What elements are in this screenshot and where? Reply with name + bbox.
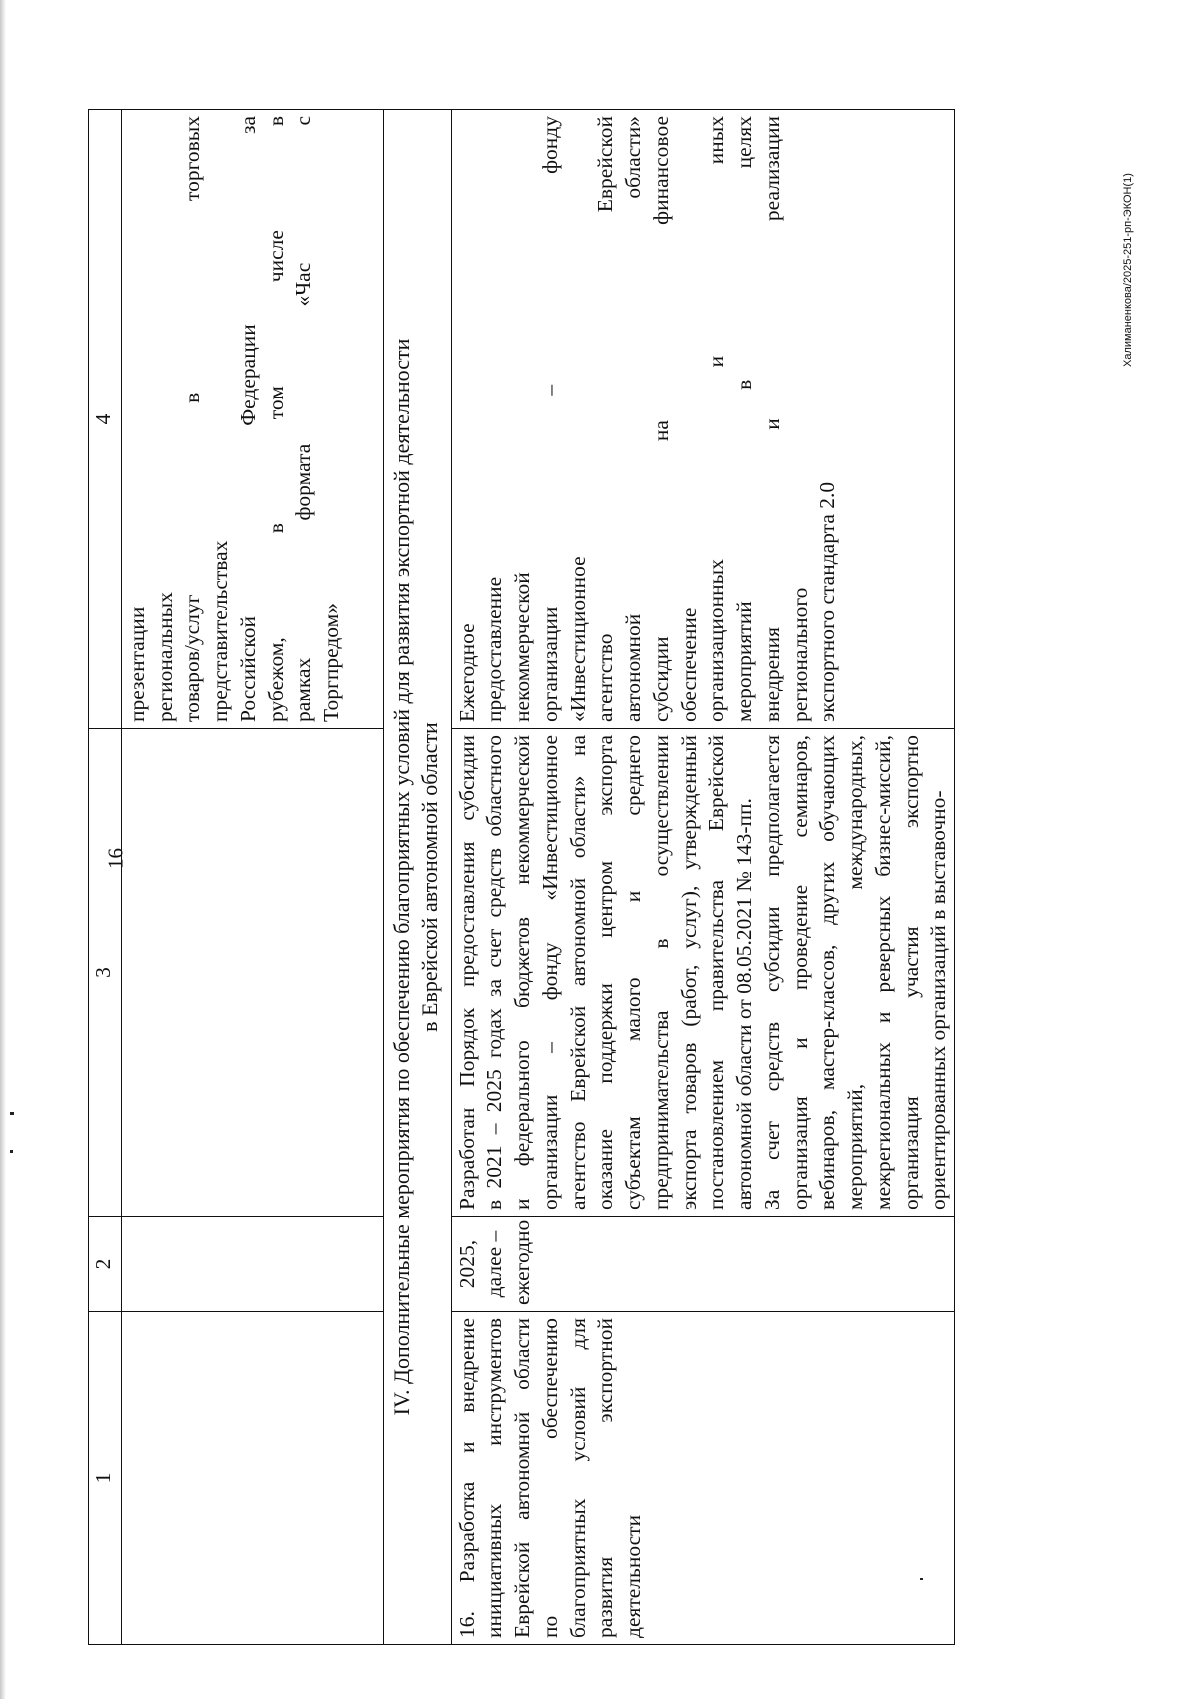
cont-cell-3 xyxy=(121,728,383,1216)
text-line: предпринимательства в осуществлении xyxy=(648,734,673,1210)
text-line: Российской Федерации за xyxy=(235,115,260,722)
text-line: организационных и иных xyxy=(703,115,728,722)
table-row-16 xyxy=(451,109,954,1644)
text-line: товаров/услуг в торговых xyxy=(179,115,204,722)
text-line: Еврейской автономной области xyxy=(509,1317,534,1638)
text-line: внедрения и реализации xyxy=(759,115,784,722)
text-line: организация и проведение семинаров, xyxy=(787,734,812,1210)
column-header-1: 1 xyxy=(88,1311,121,1644)
column-header-2: 2 xyxy=(88,1216,121,1311)
header-row xyxy=(88,109,121,1644)
text-line: далее – xyxy=(481,1230,506,1297)
cont-cell-2 xyxy=(121,1216,383,1311)
text-line: межрегиональных и реверсных бизнес-миссий, xyxy=(870,734,895,1210)
text-line: ежегодно xyxy=(509,1219,534,1305)
text-line: представительствах xyxy=(207,540,232,722)
stray-mark xyxy=(10,1112,14,1115)
text-line: деятельности xyxy=(620,1514,645,1638)
text-line: организации – фонду «Инвестиционное xyxy=(537,734,562,1210)
page-number: 16 xyxy=(103,848,128,869)
text-line: инициативных инструментов xyxy=(481,1317,506,1638)
text-line: субъектам малого и среднего xyxy=(620,734,645,1210)
text-line: рубежом, в том числе в xyxy=(263,115,288,722)
text-line: по обеспечению xyxy=(537,1317,562,1638)
text-line: агентство Еврейской автономной области» на xyxy=(565,734,590,1210)
text-line: организации – фонду xyxy=(537,115,562,722)
row16-term-cell xyxy=(451,1216,954,1311)
text-line: экспорта товаров (работ, услуг), утвержденный xyxy=(676,734,701,1210)
measures-table xyxy=(88,109,955,1645)
text-line: организация участия экспортно xyxy=(898,734,922,1210)
text-line: 16. Разработка и внедрение xyxy=(454,1317,479,1638)
text-line: некоммерческой xyxy=(509,571,534,722)
text-line: и федерального бюджетов некоммерческой xyxy=(509,734,534,1210)
text-line: автономной области» xyxy=(620,115,645,722)
text-line: регионального xyxy=(787,587,812,722)
text-line: вебинаров, мастер-классов, других обучающих xyxy=(814,734,839,1210)
text-line: региональных xyxy=(152,591,177,722)
row16-name-cell xyxy=(451,1311,954,1644)
section-title-line: IV. Дополнительные мероприятия по обеспечению благоприятных условий для развития экспортной деятельности xyxy=(388,338,414,1415)
text-line: оказание поддержки центром экспорта xyxy=(592,734,617,1210)
text-line: Торгпредом» xyxy=(318,602,343,722)
rotated-table-container xyxy=(88,110,1043,1645)
column-header-4: 4 xyxy=(88,109,121,728)
text-line: Ежегодное xyxy=(454,622,479,722)
section-title xyxy=(383,109,451,1644)
text-line: агентство Еврейской xyxy=(592,115,617,722)
column-header-3: 3 xyxy=(88,728,121,1216)
continuation-row xyxy=(121,109,383,1644)
text-line: презентации xyxy=(124,606,149,722)
cont-cell-4 xyxy=(121,109,383,728)
text-line: За счет средств субсидии предполагается xyxy=(759,734,784,1210)
text-line: ориентированных организаций в выставочно- xyxy=(925,789,950,1210)
text-line: благоприятных условий для xyxy=(565,1317,590,1638)
cont-cell-1 xyxy=(121,1311,383,1644)
scan-edge xyxy=(0,0,6,1699)
row16-indicator-cell xyxy=(451,109,954,728)
text-line: рамках формата «Час с xyxy=(290,115,315,722)
text-line: мероприятий, международных, xyxy=(842,734,867,1210)
row16-result-cell xyxy=(451,728,954,1216)
stray-mark xyxy=(10,1150,13,1153)
text-line: «Инвестиционное xyxy=(565,555,590,722)
text-line: предоставление xyxy=(481,576,506,722)
text-line: обеспечение xyxy=(676,607,701,722)
text-line: постановлением правительства Еврейской xyxy=(703,734,728,1210)
text-line: автономной области от 08.05.2021 № 143-пп. xyxy=(731,797,756,1210)
text-line: Разработан Порядок предоставления субсидии xyxy=(454,734,479,1210)
text-line: экспортного стандарта 2.0 xyxy=(814,481,839,722)
text-line: мероприятий в целях xyxy=(731,115,756,722)
section-title-line: в Еврейской автономной области xyxy=(416,721,442,1032)
text-line: развития экспортной xyxy=(592,1317,617,1638)
text-line: в 2021 – 2025 годах за счет средств областного xyxy=(481,734,506,1210)
section-row xyxy=(383,109,451,1644)
text-line: субсидии на финансовое xyxy=(648,115,673,722)
text-line: 2025, xyxy=(454,1239,479,1288)
document-code: Халиманенкова/2025-251-рп-ЭКОН(1) xyxy=(1122,173,1134,367)
